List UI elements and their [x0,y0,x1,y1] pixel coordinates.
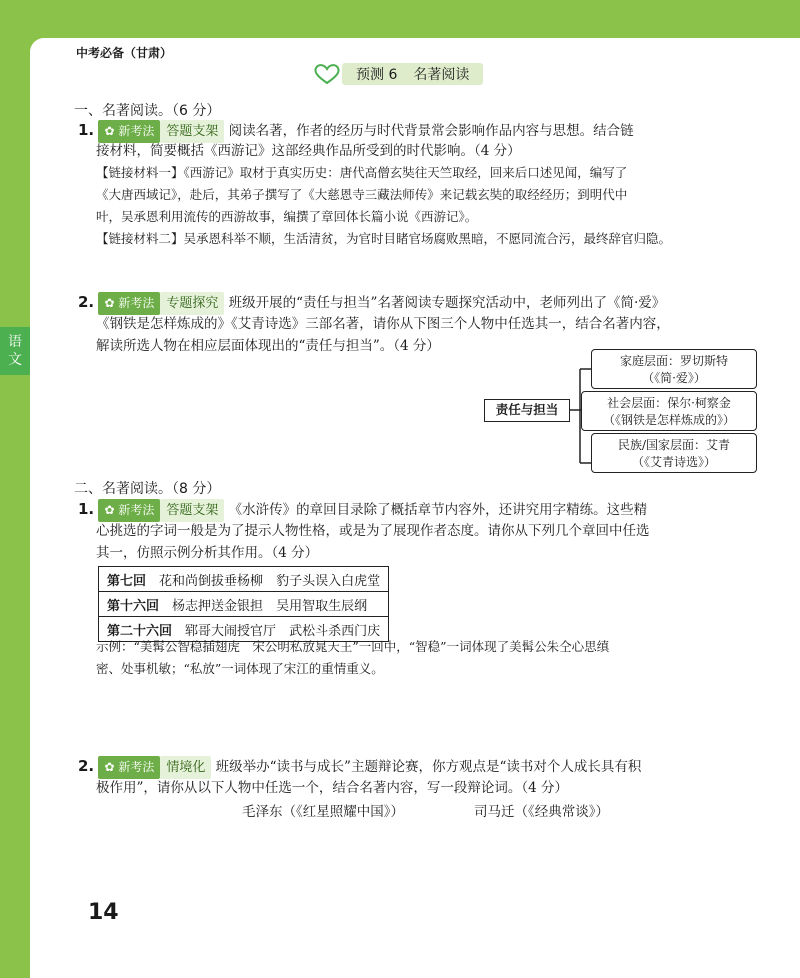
s2-q1-line2: 心挑选的字词一般是为了提示人物性格，或是为了展现作者态度。请你从下列几个章回中任选 [96,523,650,539]
s2-q1-line1 [78,499,647,522]
example-line2: 密、处事机敏；“私放”一词体现了宋江的重情重义。 [96,661,384,676]
question-number: 2. [78,757,95,775]
material2-line1: 【链接材料二】吴承恩科举不顺，生活清贫，为官时目睹官场腐败黑暗，不愿同流合污，最终辞官归隐。 [96,231,672,246]
chapter-cell: 第十六回 杨志押送金银担 吴用智取生辰纲 [99,592,389,617]
mindmap-branch-nation [591,433,757,473]
question-text: 班级举办“读书与成长”主题辩论赛，你方观点是“读书对个人成长具有积 [215,759,642,775]
question-text: 班级开展的“责任与担当”名著阅读专题探究活动中，老师列出了《简·爱》 [228,295,666,311]
material1-line2: 《大唐西域记》，赴后，其弟子撰写了《大慈恩寺三藏法师传》来记载玄奘的取经经历；到明代中 [96,187,628,202]
section1-heading: 一、名著阅读。（6 分） [74,103,221,119]
question-tag: 情境化 [160,756,211,779]
branch-label: 社会层面：保尔·柯察金 [607,396,731,410]
page-number: 14 [88,900,119,925]
title-topic: 名著阅读 [413,67,470,83]
title-predict: 预测 6 [356,67,398,83]
table-row [99,567,389,592]
side-tab-char: 文 [8,352,22,368]
s1-q2-line2: 《钢铁是怎样炼成的》《艾青诗选》三部名著，请你从下图三个人物中任选其一，结合名著内容， [96,316,670,332]
chapter-table [98,566,389,642]
table-row [99,592,389,617]
s1-q2-line3: 解读所选人物在相应层面体现出的“责任与担当”。（4 分） [96,338,440,354]
new-method-badge: ✿ 新考法 [98,292,160,315]
section2-heading: 二、名著阅读。（8 分） [74,481,221,497]
series-header: 中考必备（甘肃） [76,46,173,60]
question-tag: 专题探究 [160,292,224,315]
mindmap-center: 责任与担当 [484,399,570,422]
branch-book: （《艾青诗选》） [631,455,716,469]
material1-line3: 叶，吴承恩利用流传的西游故事，编撰了章回体长篇小说《西游记》。 [96,209,478,224]
branch-book: （《简·爱》） [642,371,706,385]
question-number: 1. [78,121,95,139]
new-method-badge: ✿ 新考法 [98,756,160,779]
s2-q2-line1 [78,756,641,779]
branch-book: （《钢铁是怎样炼成的》） [602,413,735,427]
branch-label: 家庭层面：罗切斯特 [619,354,728,368]
question-number: 2. [78,293,95,311]
question-text: 阅读名著，作者的经历与时代背景常会影响作品内容与思想。结合链 [228,123,634,139]
section-title [312,62,483,86]
subject-side-tab [0,327,30,375]
mindmap-branch-family [591,349,757,389]
s1-q1-line2: 接材料，简要概括《西游记》这部经典作品所受到的时代影响。（4 分） [96,143,521,159]
question-number: 1. [78,500,95,518]
title-bar [342,63,483,85]
new-method-badge: ✿ 新考法 [98,499,160,522]
material1-line1: 【链接材料一】《西游记》取材于真实历史：唐代高僧玄奘往天竺取经，回来后口述见闻，编写了 [96,165,628,180]
example-line1: 示例：“美髯公智稳插翅虎 宋公明私放晁天王”一回中，“智稳”一词体现了美髯公朱仝心思缜 [96,639,610,654]
s2-q2-line2: 极作用”，请你从以下人物中任选一个，结合名著内容，写一段辩论词。（4 分） [96,780,569,796]
mindmap-branch-society [581,391,757,431]
page-sheet [30,38,800,978]
s2-q1-line3: 其一，仿照示例分析其作用。（4 分） [96,545,319,561]
question-tag: 答题支架 [160,499,224,522]
person-option-2: 司马迁（《经典常谈》） [474,804,609,820]
s1-q1-line1 [78,120,634,143]
side-tab-char: 语 [8,334,22,350]
new-method-badge: ✿ 新考法 [98,120,160,143]
heart-icon [312,62,342,86]
question-tag: 答题支架 [160,120,224,143]
chapter-cell: 第七回 花和尚倒拔垂杨柳 豹子头误入白虎堂 [99,567,389,592]
branch-label: 民族/国家层面：艾青 [617,438,731,452]
chapter-cell: 第二十六回 郓哥大闹授官厅 武松斗杀西门庆 [99,617,389,642]
s1-q2-line1 [78,292,665,315]
person-option-1: 毛泽东（《红星照耀中国》） [242,804,404,820]
question-text: 《水浒传》的章回目录除了概括章节内容外，还讲究用字精练。这些精 [228,502,648,518]
